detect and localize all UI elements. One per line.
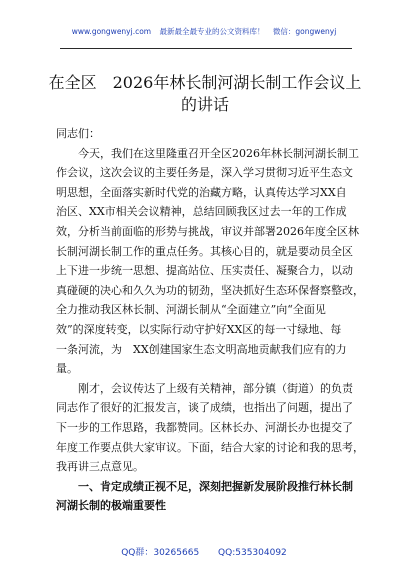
site-header xyxy=(0,26,408,37)
body-line: 长制河湖长制工作的重点任务。其核心目的，就是要动员全区 xyxy=(56,244,353,258)
body-line: 全力推动我区林长制、河湖长制从“全面建立”向“全面见 xyxy=(56,303,326,317)
section-heading-line-2: 河湖长制的极端重要性 xyxy=(56,499,166,513)
body-line: 一条河流，为 XX创建国家生态文明高地贡献我们应有的力 xyxy=(56,342,347,356)
document-body xyxy=(56,124,364,516)
body-line: 效，分析当前面临的形势与挑战，审议并部署2026年度全区林 xyxy=(56,224,359,238)
body-line: 今天，我们在这里隆重召开全区2026年林长制河湖长制工 xyxy=(78,146,359,160)
body-line: 同志作了很好的汇报发言，谈了成绩，也指出了问题，提出了 xyxy=(56,401,353,415)
document-title xyxy=(40,72,370,116)
body-line: 年度工作要点供大家审议。下面，结合大家的讨论和我的思考， xyxy=(56,440,364,454)
site-url[interactable]: www.gongwenyj.com xyxy=(71,27,152,36)
wechat-contact: 微信：gongwenyj xyxy=(272,27,337,36)
title-line-1: 在全区 2026年林长制河湖长制工作会议上 xyxy=(48,73,362,92)
qq-group: QQ群：30265665 xyxy=(121,548,200,558)
header-divider xyxy=(60,48,352,49)
body-line: 治区、XX市相关会议精神，总结回顾我区过去一年的工作成 xyxy=(56,205,347,219)
site-slogan: 最新最全最专业的公文资料库！ xyxy=(159,27,265,36)
body-line: 量。 xyxy=(56,362,78,376)
body-line: 效”的深度转变，以实际行动守护好XX区的每一寸绿地、每 xyxy=(56,322,342,336)
body-line: 刚才，会议传达了上级有关精神，部分镇（街道）的负责 xyxy=(78,381,353,395)
section-heading-line-1: 一、肯定成绩正视不足，深刻把握新发展阶段推行林长制 xyxy=(78,479,353,493)
body-line: 作会议，这次会议的主要任务是，深入学习贯彻习近平生态文 xyxy=(56,166,353,180)
salutation: 同志们： xyxy=(56,127,100,140)
body-line: 下一步的工作思路，我都赞同。区林长办、河湖长办也提交了 xyxy=(56,420,353,434)
body-line: 我再讲三点意见。 xyxy=(56,460,144,474)
site-footer xyxy=(0,545,408,558)
body-line: 上下进一步统一思想、提高站位、压实责任、凝聚合力，以动 xyxy=(56,264,353,278)
body-line: 明思想，全面落实新时代党的治藏方略，认真传达学习XX自 xyxy=(56,185,347,199)
title-line-2: 的讲话 xyxy=(180,95,229,114)
qq-contact: QQ:535304092 xyxy=(218,548,287,558)
body-line: 真碰硬的决心和久久为功的韧劲，坚决抓好生态环保督察整改， xyxy=(56,283,364,297)
